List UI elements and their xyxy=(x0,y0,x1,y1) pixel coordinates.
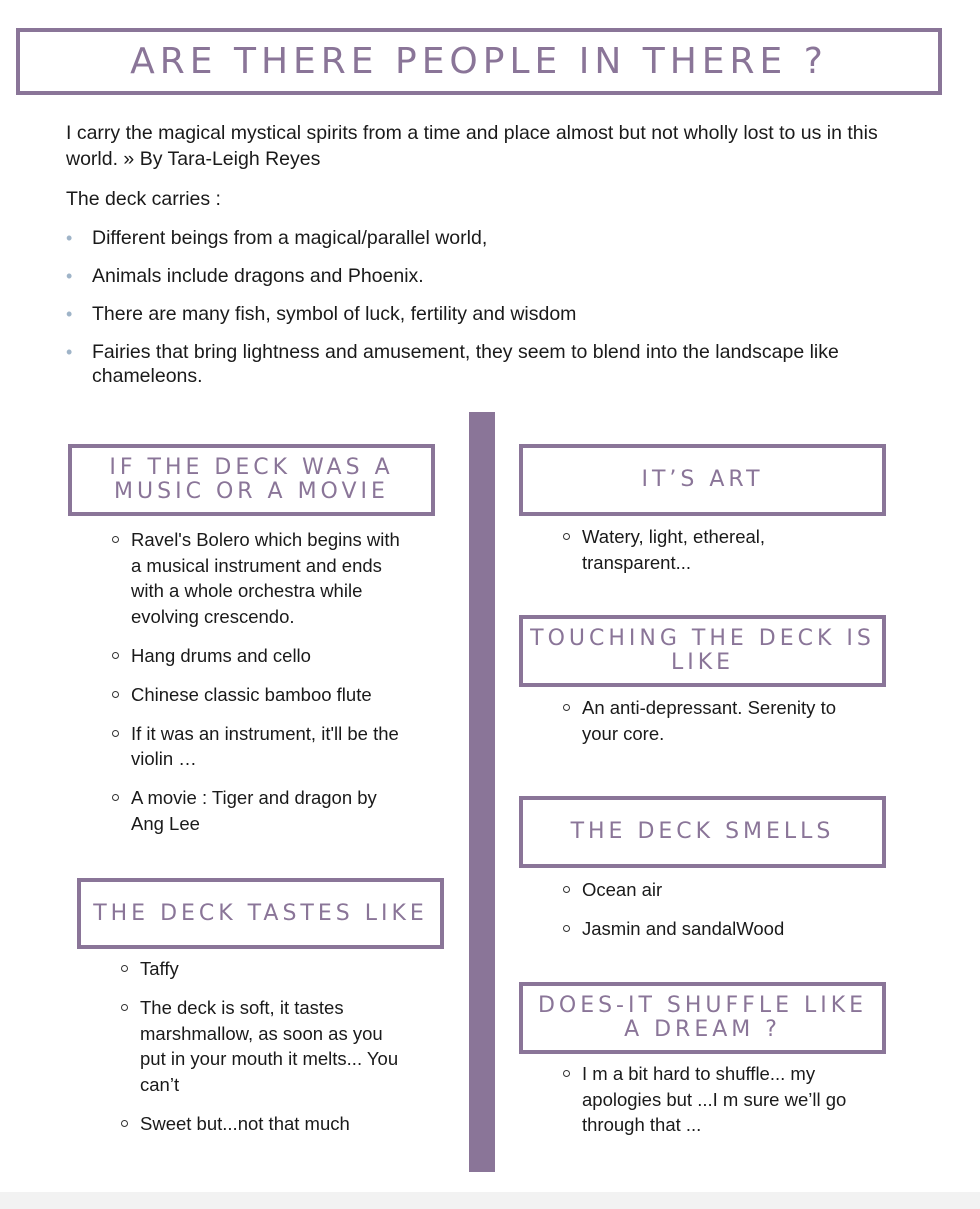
bullet-dot-icon: • xyxy=(66,266,73,286)
list-item xyxy=(563,1061,848,1138)
circle-bullet-icon xyxy=(121,1004,128,1011)
music-heading: IF THE DECK WAS A MUSIC OR A MOVIE xyxy=(109,455,394,504)
shuffle-heading: DOES-IT SHUFFLE LIKE A DREAM ? xyxy=(537,993,868,1042)
list-item xyxy=(563,916,848,942)
list-item xyxy=(66,302,906,326)
tastes-heading-box xyxy=(77,878,444,949)
circle-bullet-icon xyxy=(112,730,119,737)
list-item xyxy=(66,340,906,388)
music-list xyxy=(112,527,402,850)
page-title-box xyxy=(16,28,942,95)
list-item-text: Sweet but...not that much xyxy=(140,1112,350,1134)
list-item-text: Different beings from a magical/parallel world, xyxy=(92,227,488,249)
circle-bullet-icon xyxy=(563,886,570,893)
circle-bullet-icon xyxy=(563,1070,570,1077)
circle-bullet-icon xyxy=(112,794,119,801)
column-divider xyxy=(469,412,495,1172)
list-item-text: Animals include dragons and Phoenix. xyxy=(92,265,424,287)
bullet-dot-icon: • xyxy=(66,228,73,248)
art-heading: IT’S ART xyxy=(641,467,764,492)
intro-bullet-list xyxy=(66,226,906,388)
list-item xyxy=(66,226,906,250)
intro-quote: I carry the magical mystical spirits from a time and place almost but not wholly lost to us in this world. » By Tara-Leigh Reyes xyxy=(66,122,878,170)
circle-bullet-icon xyxy=(563,533,570,540)
list-item xyxy=(121,956,406,982)
list-item xyxy=(563,695,848,746)
list-item-text: An anti-depressant. Serenity to your core. xyxy=(582,697,837,744)
list-item-text: A movie : Tiger and dragon by Ang Lee xyxy=(131,787,377,834)
shuffle-list xyxy=(563,1061,848,1151)
bullet-dot-icon: • xyxy=(66,304,73,324)
list-item xyxy=(563,877,848,903)
smells-heading-box xyxy=(519,796,886,868)
list-item-text: Watery, light, ethereal, transparent... xyxy=(582,526,766,573)
touching-heading-box xyxy=(519,615,886,687)
list-item xyxy=(112,643,402,669)
list-item xyxy=(563,524,848,575)
bullet-dot-icon: • xyxy=(66,342,73,362)
list-item-text: Chinese classic bamboo flute xyxy=(131,683,372,705)
circle-bullet-icon xyxy=(121,1120,128,1127)
intro-lead: The deck carries : xyxy=(66,188,221,210)
list-item xyxy=(121,1111,406,1137)
circle-bullet-icon xyxy=(112,652,119,659)
list-item xyxy=(112,527,402,629)
list-item-text: The deck is soft, it tastes marshmallow, as soon as you put in your mouth it melts... You can’t xyxy=(140,997,399,1095)
list-item-text: Ocean air xyxy=(582,879,663,900)
art-heading-box xyxy=(519,444,886,516)
list-item-text: I m a bit hard to shuffle... my apologies but ...I m sure we’ll go through that ... xyxy=(582,1063,847,1135)
touching-list xyxy=(563,695,848,760)
list-item-text: Hang drums and cello xyxy=(131,644,311,666)
music-heading-box xyxy=(68,444,435,516)
list-item-text: If it was an instrument, it'll be the violin … xyxy=(131,722,399,769)
list-item-text: Fairies that bring lightness and amusement, they seem to blend into the landscape like chameleons. xyxy=(92,341,839,387)
list-item-text: Taffy xyxy=(140,958,179,979)
list-item-text: There are many fish, symbol of luck, fertility and wisdom xyxy=(92,303,577,325)
circle-bullet-icon xyxy=(112,691,119,698)
list-item xyxy=(121,995,406,1097)
smells-list xyxy=(563,877,848,955)
smells-heading: THE DECK SMELLS xyxy=(570,819,835,844)
page-title: ARE THERE PEOPLE IN THERE ? xyxy=(130,41,828,82)
intro-section xyxy=(66,120,906,402)
list-item xyxy=(112,721,402,772)
tastes-heading: THE DECK TASTES LIKE xyxy=(93,900,428,926)
tastes-list xyxy=(121,956,406,1150)
circle-bullet-icon xyxy=(563,704,570,711)
art-list xyxy=(563,524,848,589)
circle-bullet-icon xyxy=(112,536,119,543)
circle-bullet-icon xyxy=(563,925,570,932)
touching-heading: TOUCHING THE DECK IS LIKE xyxy=(530,626,875,675)
shuffle-heading-box xyxy=(519,982,886,1054)
list-item xyxy=(112,682,402,708)
page-bottom-band xyxy=(0,1192,980,1209)
list-item-text: Ravel's Bolero which begins with a musical instrument and ends with a whole orchestra while evolving crescendo. xyxy=(131,529,400,627)
list-item xyxy=(112,785,402,836)
circle-bullet-icon xyxy=(121,965,128,972)
list-item-text: Jasmin and sandalWood xyxy=(582,918,785,939)
list-item xyxy=(66,264,906,288)
